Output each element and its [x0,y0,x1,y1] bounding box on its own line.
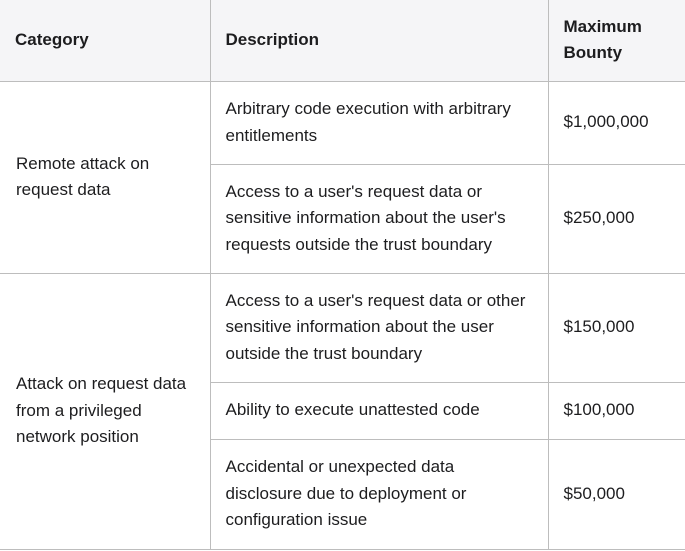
header-category: Category [0,0,210,81]
header-max-bounty: Maximum Bounty [548,0,685,81]
description-cell: Access to a user's request data or sensitive information about the user's requests outside the trust boundary [210,164,548,273]
bounty-cell: $50,000 [548,439,685,549]
header-description: Description [210,0,548,81]
bounty-cell: $1,000,000 [548,81,685,164]
category-cell: Attack on request data from a privileged network position [0,273,210,549]
table-header-row [0,0,685,81]
table-row [0,81,685,164]
description-cell: Ability to execute unattested code [210,382,548,439]
bounty-cell: $150,000 [548,273,685,382]
table-row [0,273,685,382]
description-cell: Access to a user's request data or other sensitive information about the user outside the trust boundary [210,273,548,382]
bounty-cell: $250,000 [548,164,685,273]
description-cell: Accidental or unexpected data disclosure due to deployment or configuration issue [210,439,548,549]
category-cell: Remote attack on request data [0,81,210,273]
description-cell: Arbitrary code execution with arbitrary entitlements [210,81,548,164]
bounty-cell: $100,000 [548,382,685,439]
